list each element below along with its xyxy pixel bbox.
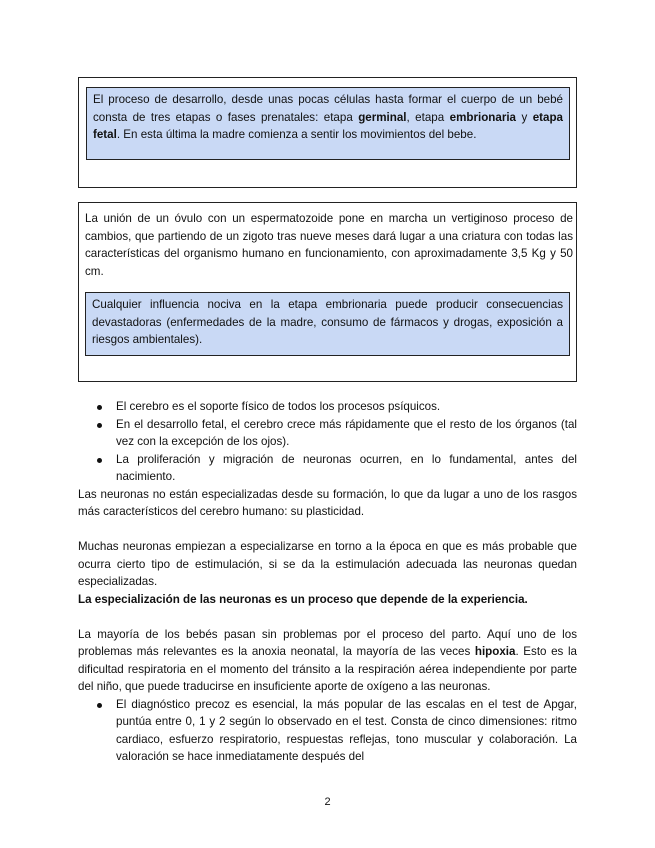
list-item: El diagnóstico precoz es esencial, la más popular de las escalas en el test de Apgar, puntúa entre 0, 1 y 2 según lo observado en el test. Consta de cinco dimensiones: ritmo cardiaco, esfuerzo respiratorio, respuestas reflejas, tono muscular y colaboración. La valoración se hace inmediatamente después del [116,696,577,766]
summary-text-3: y [516,110,533,124]
summary-text-2: , etapa [406,110,450,124]
specialization-paragraph: Muchas neuronas empiezan a especializarse en torno a la época en que es más probable que ocurra cierto tipo de estimulación, si se da la estimulación adecuada las neuronas quedan especializadas. [78,540,577,588]
birth-text-2: . Esto es la dificultad respiratoria en el momento del tránsito a la respiración aérea independiente por parte del niño, que puede traducirse en insuficiente aporte de oxígeno a las neuronas. [78,645,577,693]
summary-highlight [86,87,570,160]
summary-text-1: El proceso de desarrollo, desde unas pocas células hasta formar el cuerpo de un bebé consta de tres etapas o fases prenatales: etapa [93,93,563,124]
main-content [78,398,577,766]
term-fetal: etapa fetal [93,110,563,141]
summary-box [78,77,577,188]
list-item: El cerebro es el soporte físico de todos los procesos psíquicos. [116,398,577,416]
specialization-bold: La especialización de las neuronas es un proceso que depende de la experiencia. [78,592,528,606]
specialization-statement [78,591,577,609]
conception-box [78,202,577,382]
term-hipoxia: hipoxia [474,645,516,658]
conception-text: La unión de un óvulo con un espermatozoide pone en marcha un vertiginoso proceso de cambios, que partiendo de un zigoto tras nueve meses dará lugar a una criatura con todas las características del organismo humano en funcionamiento, con aproximadamente 3,5 Kg y 50 cm. [85,212,573,278]
list-item: La proliferación y migración de neuronas ocurren, en lo fundamental, antes del nacimiento. [116,451,577,486]
plasticity-paragraph: Las neuronas no están especializadas desde su formación, lo que da lugar a uno de los rasgos más característicos del cerebro humano: su plasticidad. [78,487,577,518]
page-number: 2 [324,796,331,808]
birth-text-1: La mayoría de los bebés pasan sin problemas por el proceso del parto. Aquí uno de los problemas más relevantes es la anoxia neonatal, la mayoría de las veces [78,627,577,658]
summary-text-4: . En esta última la madre comienza a sentir los movimientos del bebe. [116,128,477,141]
term-germinal: germinal [358,110,407,124]
birth-paragraph [78,626,577,696]
apgar-list [78,696,577,766]
term-embrionaria: embrionaria [449,110,517,124]
brain-facts-list [78,398,577,486]
list-item: En el desarrollo fetal, el cerebro crece más rápidamente que el resto de los órganos (tal vez con la excepción de los ojos). [116,416,577,451]
embryonic-warning: Cualquier influencia nociva en la etapa embrionaria puede producir consecuencias devastadoras (enfermedades de la madre, consumo de fármacos y drogas, exposición a riesgos ambientales). [85,292,570,356]
